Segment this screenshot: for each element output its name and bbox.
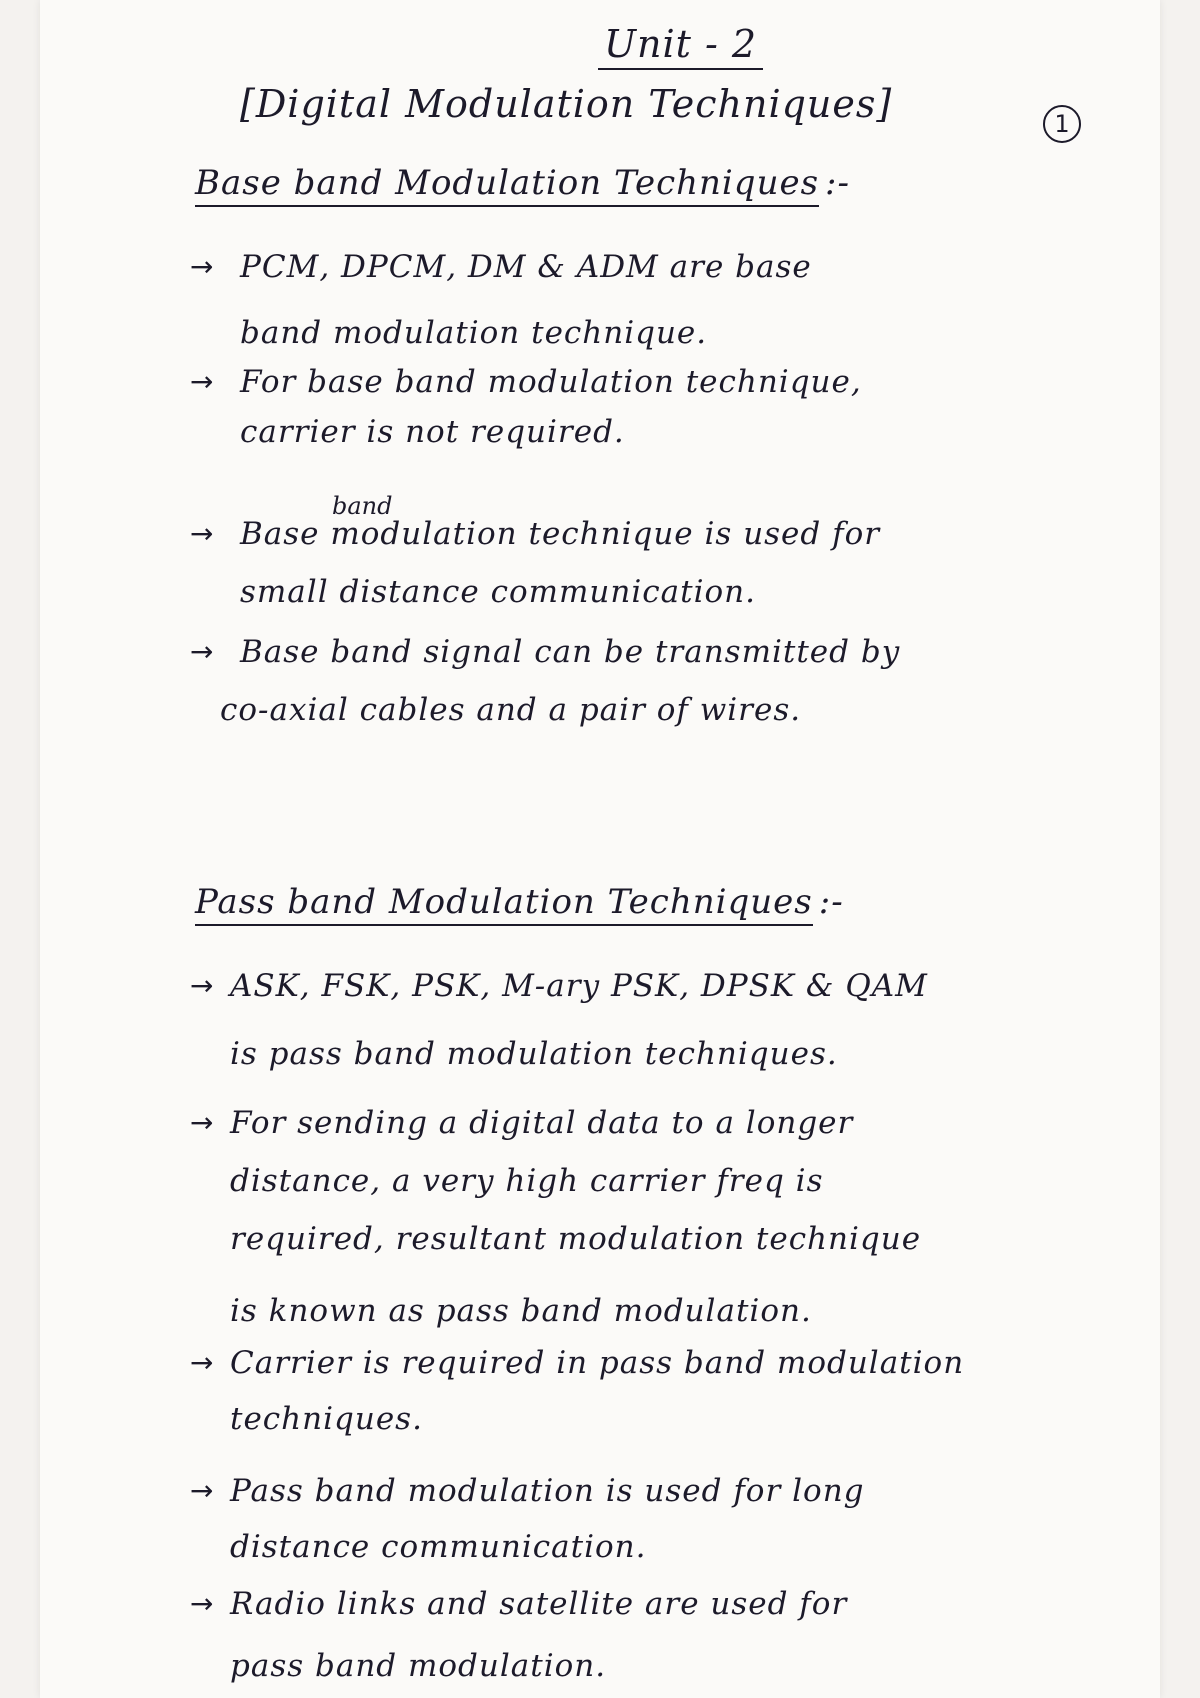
bullet-line: Base modulation technique is used for	[240, 516, 881, 552]
bullet-line: Pass band modulation is used for long	[230, 1473, 865, 1509]
notebook-page	[40, 0, 1160, 1698]
bullet-line: is known as pass band modulation.	[230, 1293, 812, 1329]
arrow-icon: →	[190, 969, 215, 1002]
bullet-line: distance communication.	[230, 1529, 647, 1565]
page-number: 1	[1043, 105, 1081, 143]
bullet-item	[190, 505, 1080, 621]
bullet-line: small distance communication.	[240, 574, 756, 610]
bullet-item	[190, 234, 1080, 366]
bullet-line: For sending a digital data to a longer	[230, 1105, 854, 1141]
bullet-line: distance, a very high carrier freq is	[230, 1163, 824, 1199]
bullet-item	[190, 1573, 1080, 1697]
section-heading-pass-band	[195, 882, 844, 922]
arrow-icon: →	[190, 1474, 215, 1507]
bullet-line: required, resultant modulation technique	[230, 1221, 922, 1257]
arrow-icon: →	[190, 250, 215, 283]
arrow-icon: →	[190, 1346, 215, 1379]
bullet-item	[190, 1094, 1080, 1340]
bullet-line: For base band modulation technique,	[240, 364, 862, 400]
bullet-item	[190, 952, 1080, 1088]
arrow-icon: →	[190, 517, 215, 550]
arrow-icon: →	[190, 1106, 215, 1139]
arrow-icon: →	[190, 635, 215, 668]
bullet-item	[190, 1463, 1080, 1575]
section-heading-text: Pass band Modulation Techniques	[195, 882, 813, 926]
bullet-item	[190, 623, 1080, 739]
bullet-line: PCM, DPCM, DM & ADM are base	[240, 249, 812, 285]
bullet-line: Radio links and satellite are used for	[230, 1586, 848, 1622]
bullet-line: co-axial cables and a pair of wires.	[220, 692, 802, 728]
caret-insert-text: band	[332, 492, 393, 520]
bullet-item	[190, 1335, 1080, 1447]
section-heading-text: Base band Modulation Techniques	[195, 163, 819, 207]
subject-title: [Digital Modulation Techniques]	[240, 82, 893, 126]
section-heading-base-band	[195, 163, 850, 203]
arrow-icon: →	[190, 365, 215, 398]
bullet-line: techniques.	[230, 1401, 423, 1437]
bullet-line: Base band signal can be transmitted by	[240, 634, 901, 670]
bullet-item	[190, 357, 1080, 457]
bullet-line: Carrier is required in pass band modulation	[230, 1345, 965, 1381]
bullet-line: carrier is not required.	[240, 414, 625, 450]
bullet-line: ASK, FSK, PSK, M-ary PSK, DPSK & QAM	[230, 968, 928, 1004]
bullet-line: is pass band modulation techniques.	[230, 1036, 838, 1072]
section-heading-suffix: :-	[818, 882, 844, 922]
bullet-line: pass band modulation.	[230, 1648, 607, 1684]
unit-title: Unit - 2	[598, 22, 763, 70]
section-heading-suffix: :-	[825, 163, 850, 203]
arrow-icon: →	[190, 1587, 215, 1620]
bullet-line: band modulation technique.	[240, 315, 708, 351]
